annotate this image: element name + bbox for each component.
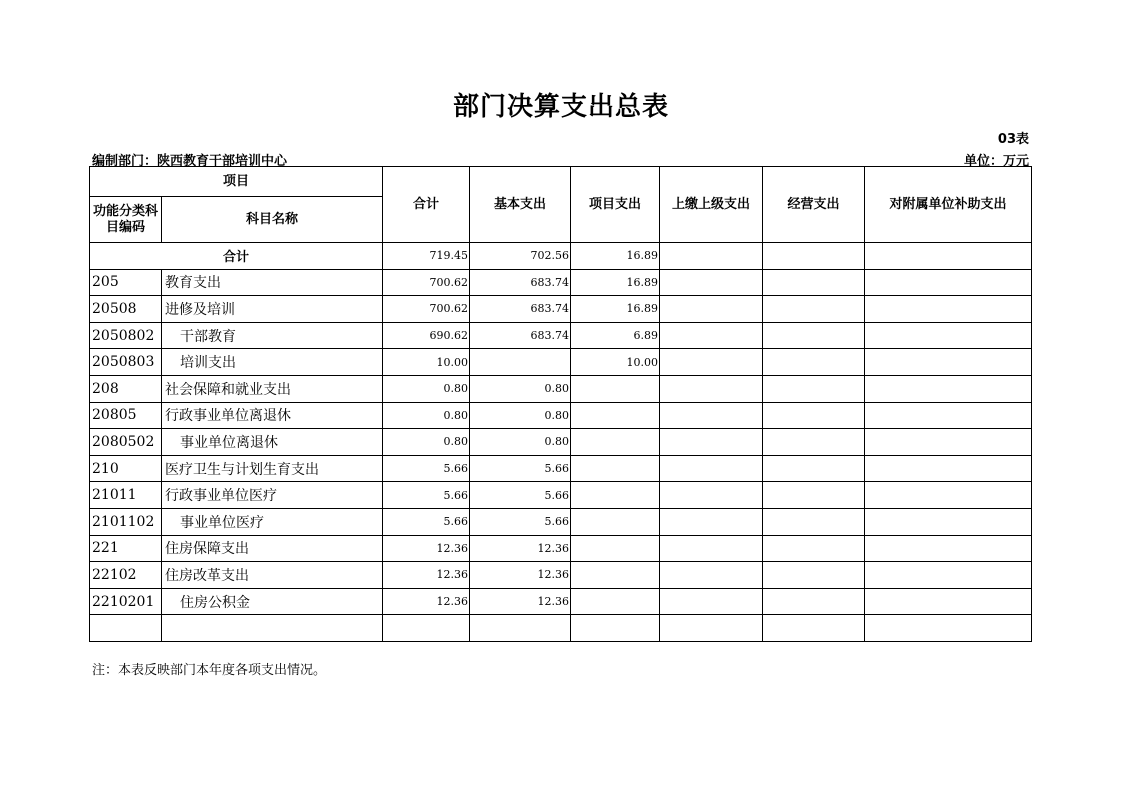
cell-code — [90, 615, 162, 642]
cell-code: 2210201 — [90, 588, 162, 615]
header-total: 合计 — [383, 167, 470, 243]
cell-name: 干部教育 — [162, 322, 383, 349]
cell-upper — [660, 349, 763, 376]
header-row-top — [90, 167, 1032, 197]
cell-total: 0.80 — [383, 375, 470, 402]
total-label: 合计 — [90, 243, 383, 270]
table-row — [90, 269, 1032, 296]
cell-business — [763, 615, 865, 642]
expenditure-table — [89, 166, 1032, 642]
cell-basic: 12.36 — [470, 535, 571, 562]
cell-total — [383, 615, 470, 642]
cell-business — [763, 535, 865, 562]
cell-code: 2080502 — [90, 429, 162, 456]
cell-basic: 0.80 — [470, 429, 571, 456]
cell-total: 5.66 — [383, 455, 470, 482]
cell-business — [763, 588, 865, 615]
table-row — [90, 535, 1032, 562]
cell-business — [763, 429, 865, 456]
cell-code: 208 — [90, 375, 162, 402]
cell-upper — [660, 508, 763, 535]
cell-total: 700.62 — [383, 296, 470, 323]
cell-name: 住房保障支出 — [162, 535, 383, 562]
cell-code: 205 — [90, 269, 162, 296]
cell-basic: 683.74 — [470, 269, 571, 296]
cell-upper — [660, 429, 763, 456]
cell-name — [162, 615, 383, 642]
cell-upper — [660, 535, 763, 562]
cell-basic: 683.74 — [470, 322, 571, 349]
department-label: 编制部门：陕西教育干部培训中心 — [92, 154, 288, 169]
cell-basic: 5.66 — [470, 482, 571, 509]
footnote: 注：本表反映部门本年度各项支出情况。 — [92, 663, 327, 678]
page-title: 部门决算支出总表 — [452, 92, 669, 122]
total-cell-total: 719.45 — [383, 243, 470, 270]
table-row — [90, 349, 1032, 376]
cell-code: 2050802 — [90, 322, 162, 349]
cell-upper — [660, 269, 763, 296]
cell-business — [763, 562, 865, 589]
cell-code: 2050803 — [90, 349, 162, 376]
cell-name: 住房公积金 — [162, 588, 383, 615]
cell-basic — [470, 349, 571, 376]
cell-project — [571, 402, 660, 429]
header-upper: 上缴上级支出 — [660, 167, 763, 243]
cell-subsidy — [865, 562, 1032, 589]
cell-total: 0.80 — [383, 429, 470, 456]
cell-upper — [660, 588, 763, 615]
cell-total: 690.62 — [383, 322, 470, 349]
cell-basic: 12.36 — [470, 588, 571, 615]
cell-code: 221 — [90, 535, 162, 562]
header-code: 功能分类科目编码 — [90, 197, 162, 243]
header-project-expenditure: 项目支出 — [571, 167, 660, 243]
cell-name: 医疗卫生与计划生育支出 — [162, 455, 383, 482]
table-row — [90, 508, 1032, 535]
cell-upper — [660, 482, 763, 509]
cell-name: 培训支出 — [162, 349, 383, 376]
cell-code: 20805 — [90, 402, 162, 429]
cell-project — [571, 429, 660, 456]
total-cell-upper — [660, 243, 763, 270]
cell-subsidy — [865, 269, 1032, 296]
cell-project — [571, 508, 660, 535]
cell-upper — [660, 615, 763, 642]
cell-upper — [660, 375, 763, 402]
unit-label: 单位：万元 — [963, 154, 1029, 169]
cell-upper — [660, 402, 763, 429]
cell-code: 210 — [90, 455, 162, 482]
header-project: 项目 — [90, 167, 383, 197]
cell-basic — [470, 615, 571, 642]
cell-upper — [660, 296, 763, 323]
table-row — [90, 402, 1032, 429]
cell-business — [763, 375, 865, 402]
cell-upper — [660, 455, 763, 482]
cell-project — [571, 588, 660, 615]
cell-subsidy — [865, 535, 1032, 562]
cell-project — [571, 535, 660, 562]
cell-total: 12.36 — [383, 562, 470, 589]
cell-basic: 0.80 — [470, 375, 571, 402]
cell-subsidy — [865, 429, 1032, 456]
table-row — [90, 615, 1032, 642]
header-subsidy: 对附属单位补助支出 — [865, 167, 1032, 243]
cell-business — [763, 402, 865, 429]
cell-name: 事业单位医疗 — [162, 508, 383, 535]
cell-name: 行政事业单位离退休 — [162, 402, 383, 429]
cell-subsidy — [865, 296, 1032, 323]
cell-total: 10.00 — [383, 349, 470, 376]
cell-subsidy — [865, 482, 1032, 509]
header-business: 经营支出 — [763, 167, 865, 243]
cell-total: 0.80 — [383, 402, 470, 429]
cell-project — [571, 455, 660, 482]
cell-project — [571, 375, 660, 402]
table-row — [90, 296, 1032, 323]
cell-total: 5.66 — [383, 482, 470, 509]
cell-subsidy — [865, 349, 1032, 376]
cell-subsidy — [865, 455, 1032, 482]
cell-total: 700.62 — [383, 269, 470, 296]
header-name: 科目名称 — [162, 197, 383, 243]
cell-code: 22102 — [90, 562, 162, 589]
cell-name: 事业单位离退休 — [162, 429, 383, 456]
cell-subsidy — [865, 322, 1032, 349]
cell-total: 12.36 — [383, 535, 470, 562]
cell-subsidy — [865, 588, 1032, 615]
cell-business — [763, 349, 865, 376]
cell-code: 20508 — [90, 296, 162, 323]
cell-project — [571, 562, 660, 589]
cell-name: 社会保障和就业支出 — [162, 375, 383, 402]
cell-business — [763, 322, 865, 349]
cell-basic: 5.66 — [470, 455, 571, 482]
cell-subsidy — [865, 615, 1032, 642]
total-cell-project: 16.89 — [571, 243, 660, 270]
table-row — [90, 322, 1032, 349]
cell-code: 21011 — [90, 482, 162, 509]
cell-project: 10.00 — [571, 349, 660, 376]
table-row — [90, 455, 1032, 482]
cell-project: 6.89 — [571, 322, 660, 349]
cell-project: 16.89 — [571, 296, 660, 323]
cell-business — [763, 269, 865, 296]
cell-upper — [660, 322, 763, 349]
table-row — [90, 375, 1032, 402]
cell-basic: 0.80 — [470, 402, 571, 429]
cell-business — [763, 482, 865, 509]
cell-subsidy — [865, 375, 1032, 402]
cell-project: 16.89 — [571, 269, 660, 296]
cell-basic: 5.66 — [470, 508, 571, 535]
cell-project — [571, 482, 660, 509]
cell-upper — [660, 562, 763, 589]
cell-business — [763, 455, 865, 482]
total-cell-subsidy — [865, 243, 1032, 270]
cell-name: 进修及培训 — [162, 296, 383, 323]
cell-name: 住房改革支出 — [162, 562, 383, 589]
cell-code: 2101102 — [90, 508, 162, 535]
cell-basic: 683.74 — [470, 296, 571, 323]
cell-business — [763, 296, 865, 323]
table-number: 03表 — [997, 132, 1029, 147]
cell-business — [763, 508, 865, 535]
cell-total: 5.66 — [383, 508, 470, 535]
cell-subsidy — [865, 402, 1032, 429]
cell-basic: 12.36 — [470, 562, 571, 589]
cell-name: 行政事业单位医疗 — [162, 482, 383, 509]
cell-total: 12.36 — [383, 588, 470, 615]
cell-name: 教育支出 — [162, 269, 383, 296]
cell-project — [571, 615, 660, 642]
cell-subsidy — [865, 508, 1032, 535]
total-cell-business — [763, 243, 865, 270]
header-basic: 基本支出 — [470, 167, 571, 243]
table-row — [90, 588, 1032, 615]
table-row — [90, 562, 1032, 589]
total-row — [90, 243, 1032, 270]
table-row — [90, 482, 1032, 509]
table-row — [90, 429, 1032, 456]
total-cell-basic: 702.56 — [470, 243, 571, 270]
